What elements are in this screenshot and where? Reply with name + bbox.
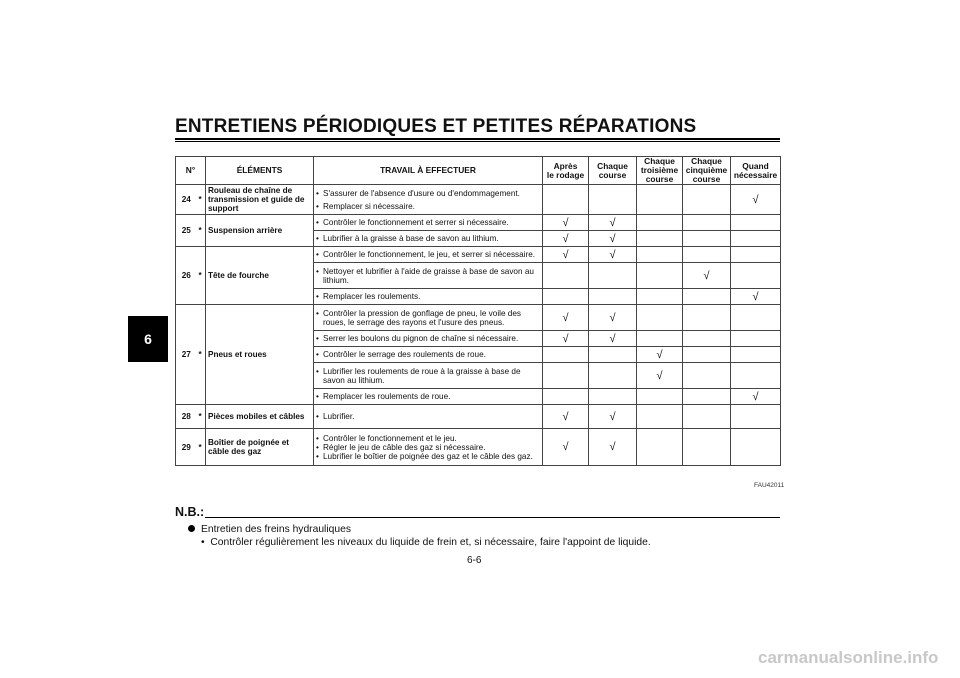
check-cell [731,429,781,466]
row-tasks [314,331,543,347]
row-tasks [314,263,543,289]
check-cell [683,231,731,247]
check-cell [589,363,637,389]
row-tasks [314,215,543,231]
note-item-2: • Contrôler régulièrement les niveaux du liquide de frein et, si nécessaire, faire l'appoint de liquide. [201,537,651,548]
header-every-fifth: Chaque cinquième course [683,157,731,185]
row-number: 28 [176,405,197,429]
row-asterisk: * [197,247,206,305]
watermark: carmanualsonline.info [758,648,939,667]
task-item: • Contrôler le fonctionnement et le jeu. [316,434,540,443]
maintenance-table [175,156,781,466]
check-cell: √ [589,405,637,429]
row-tasks [314,247,543,263]
row-number: 25 [176,215,197,247]
header-each-race: Chaque course [589,157,637,185]
check-cell [683,289,731,305]
check-cell [637,289,683,305]
check-cell [731,347,781,363]
note-rule [205,517,780,518]
check-cell [637,263,683,289]
task-item: • Contrôler la pression de gonflage de pneu, le voile des roues, le serrage des rayons et l'usure des pneus. [316,309,540,327]
check-cell [683,429,731,466]
check-cell [543,185,589,215]
table-row [176,215,781,231]
header-num: N° [176,157,206,185]
check-cell: √ [589,429,637,466]
header-every-third: Chaque troisième course [637,157,683,185]
task-item: • Lubrifier les roulements de roue à la graisse à base de savon au lithium. [316,367,540,385]
row-asterisk: * [197,405,206,429]
check-cell [683,185,731,215]
row-element: Suspension arrière [206,215,314,247]
check-cell [683,363,731,389]
row-tasks [314,363,543,389]
task-item: • Contrôler le fonctionnement, le jeu, et serrer si nécessaire. [316,250,540,259]
check-cell [543,263,589,289]
check-cell [543,347,589,363]
check-cell: √ [543,231,589,247]
table-row [176,247,781,263]
task-item: • Lubrifier à la graisse à base de savon au lithium. [316,234,540,243]
check-cell [637,231,683,247]
check-cell: √ [731,185,781,215]
check-cell: √ [543,247,589,263]
header-work: TRAVAIL À EFFECTUER [314,157,543,185]
header-elements: ÉLÉMENTS [206,157,314,185]
table-row [176,429,781,466]
reference-code: FAU42011 [754,482,785,489]
check-cell [731,363,781,389]
check-cell: √ [589,215,637,231]
row-number: 29 [176,429,197,466]
task-item: • Contrôler le fonctionnement et serrer si nécessaire. [316,218,540,227]
chapter-tab[interactable]: 6 [128,316,168,362]
task-item: • Lubrifier le boîtier de poignée des gaz et le câble des gaz. [316,452,540,461]
table-header-row [176,157,781,185]
check-cell [683,389,731,405]
row-tasks [314,405,543,429]
row-tasks [314,289,543,305]
task-item: • Remplacer les roulements de roue. [316,392,540,401]
check-cell [637,247,683,263]
check-cell [731,305,781,331]
row-tasks [314,429,543,466]
row-element: Pièces mobiles et câbles [206,405,314,429]
task-item: • Remplacer les roulements. [316,292,540,301]
check-cell [589,389,637,405]
check-cell: √ [543,215,589,231]
table-row [176,405,781,429]
check-cell: √ [589,331,637,347]
check-cell: √ [589,231,637,247]
check-cell [731,215,781,231]
check-cell: √ [543,331,589,347]
check-cell [683,331,731,347]
check-cell: √ [683,263,731,289]
check-cell [683,305,731,331]
check-cell [637,215,683,231]
row-element: Tête de fourche [206,247,314,305]
check-cell [637,331,683,347]
row-asterisk: * [197,305,206,405]
header-after-breakin: Après le rodage [543,157,589,185]
table-row [176,185,781,215]
check-cell [683,347,731,363]
check-cell [589,263,637,289]
check-cell [683,247,731,263]
check-cell: √ [637,363,683,389]
row-tasks [314,347,543,363]
row-number: 27 [176,305,197,405]
task-item: • Remplacer si nécessaire. [316,202,540,211]
table-row [176,305,781,331]
note-item-1: Entretien des freins hydrauliques [188,524,351,535]
row-asterisk: * [197,215,206,247]
check-cell: √ [731,389,781,405]
check-cell [683,215,731,231]
task-item: • Serrer les boulons du pignon de chaîne si nécessaire. [316,334,540,343]
check-cell: √ [543,405,589,429]
check-cell: √ [637,347,683,363]
row-element: Rouleau de chaîne de transmission et guide de support [206,185,314,215]
task-item: • Lubrifier. [316,412,540,421]
row-tasks [314,305,543,331]
row-asterisk: * [197,429,206,466]
check-cell: √ [589,305,637,331]
title-rule [175,138,780,140]
check-cell [637,429,683,466]
check-cell [637,185,683,215]
check-cell [543,289,589,305]
title-rule-thin [175,141,780,142]
check-cell [637,389,683,405]
check-cell: √ [731,289,781,305]
check-cell [637,305,683,331]
check-cell: √ [543,429,589,466]
row-element: Pneus et roues [206,305,314,405]
check-cell [731,263,781,289]
row-element: Boîtier de poignée et câble des gaz [206,429,314,466]
task-item: • S'assurer de l'absence d'usure ou d'endommagement. [316,189,540,198]
header-as-needed: Quand nécessaire [731,157,781,185]
row-number: 24 [176,185,197,215]
check-cell [731,405,781,429]
page-number: 6-6 [467,555,482,566]
note-label: N.B.: [175,505,205,519]
check-cell: √ [589,247,637,263]
check-cell [589,289,637,305]
check-cell [543,389,589,405]
task-item: • Contrôler le serrage des roulements de roue. [316,350,540,359]
check-cell [731,247,781,263]
row-tasks [314,185,543,215]
bullet-icon: • [201,537,211,548]
task-item: • Régler le jeu de câble des gaz si nécessaire. [316,443,540,452]
check-cell [637,405,683,429]
check-cell [589,185,637,215]
check-cell: √ [543,305,589,331]
row-asterisk: * [197,185,206,215]
check-cell [543,363,589,389]
check-cell [731,331,781,347]
check-cell [589,347,637,363]
check-cell [731,231,781,247]
page-title: ENTRETIENS PÉRIODIQUES ET PETITES RÉPARATIONS [175,116,697,137]
task-item: • Nettoyer et lubrifier à l'aide de graisse à base de savon au lithium. [316,267,540,285]
row-tasks [314,231,543,247]
check-cell [683,405,731,429]
row-number: 26 [176,247,197,305]
row-tasks [314,389,543,405]
bullet-icon [188,525,195,532]
